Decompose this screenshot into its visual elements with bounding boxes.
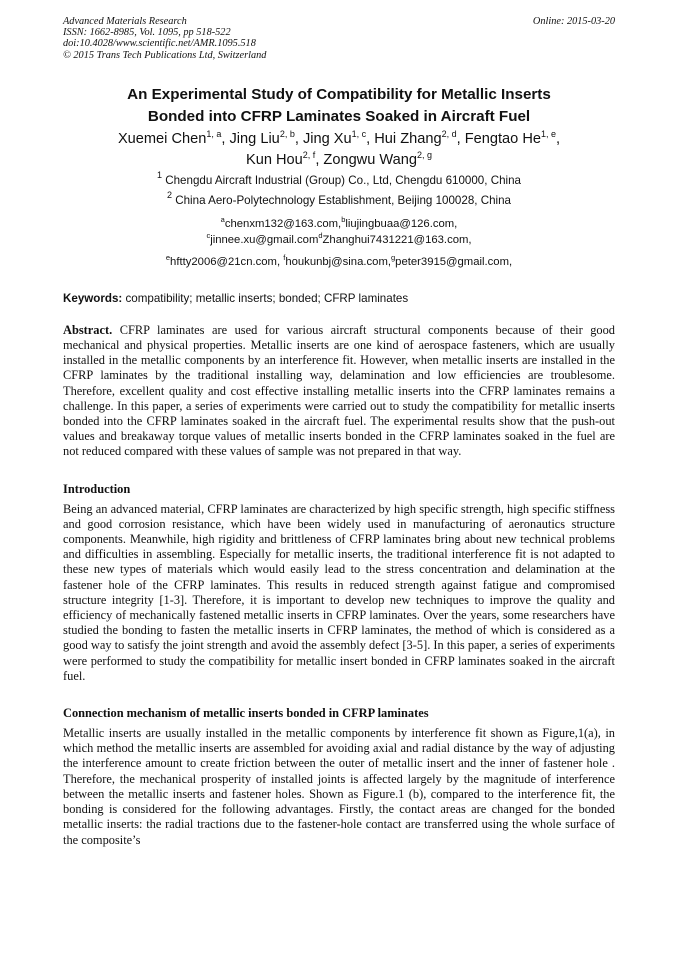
introduction-paragraph: Being an advanced material, CFRP laminates are characterized by high specific strength, high specific stiffness and good corrosion resistance, which have been widely used in manufacturing of aeronautics structure components. Meanwhile, high rigidity and brittleness of CFRP laminates bring about new technical problems and difficulties in assembling. Especially for metallic inserts, the traditional interference fit is not adapted to these new types of materials which would easily lead to the stress concentration and delamination at the fastener hole of the CFRP laminates. This results in reduced strength against fatigue and compromised structure integrity [1-3]. Therefore, it is important to develop new techniques to improve the quality and efficiency of mechanically fastened metallic inserts in CFRP laminates. Over the years, some researchers have studied the bonding to fasten the metallic inserts in CFRP laminates, the method of which is considered as a good way to satisfy the joint strength and avoid the assembly defect [3-5]. In this paper, a series of experiments were performed to study the compatibility for metallic insert bonded in CFRP laminates soaked in the aircraft fuel.: [63, 501, 615, 683]
keywords-line: [63, 292, 615, 305]
email-link[interactable]: peter3915@gmail.com,: [395, 255, 513, 268]
email-link[interactable]: liujingbuaa@126.com,: [345, 217, 458, 230]
author-sup: 2, f: [302, 149, 316, 160]
author-line-2: Kun Hou$^{2, f}$, Zongwu Wang$^{2, g}$: [246, 149, 432, 168]
author-sup: 1, c: [351, 128, 367, 139]
abstract-paragraph: [63, 323, 615, 460]
running-header: [63, 16, 615, 61]
author-name: Hui Zhang: [374, 130, 442, 147]
author-name: Kun Hou: [246, 151, 303, 168]
affiliations: [63, 171, 615, 211]
affiliation-1: $^1$ Chengdu Aircraft Industrial (Group) Co., Ltd, Chengdu 610000, China: [156, 169, 521, 187]
author-sup: 2, d: [441, 128, 457, 139]
author-emails: [63, 216, 615, 270]
connection-heading: Connection mechanism of metallic inserts bonded in CFRP laminates: [63, 706, 429, 721]
title-line-2: Bonded into CFRP Laminates Soaked in Aircraft Fuel: [147, 107, 531, 125]
title-line-1: An Experimental Study of Compatibility for Metallic Inserts: [127, 85, 551, 103]
keywords-text: compatibility; metallic inserts; bonded; CFRP laminates: [122, 291, 409, 305]
abstract-label: Abstract.: [63, 322, 113, 337]
email-link[interactable]: Zhanghui7431221@163.com,: [322, 233, 472, 246]
doi-line: doi:10.4028/www.scientific.net/AMR.1095.518: [63, 38, 256, 50]
author-list: [63, 129, 615, 171]
author-name: Zongwu Wang: [323, 151, 417, 168]
connection-paragraph: Metallic inserts are usually installed in the metallic components by interference fit shown as Figure,1(a), in which method the metallic inserts are assembled for avoiding axial and radial distance by the way of adjusting the interference amount to create friction between the outer of metallic insert and the inner of fastener hole . Therefore, the mechanical prosperity of installed joints is affected largely by the magnitude of interference between the metallic inserts and fastener holes. Shown as Figure.1 (b), compared to the interference fit, the bonding is considered for the following advantages. Firstly, the contact areas are changed for the bonded metallic inserts: the radial tractions due to the fastener-hole contact are transferred using the whole surface of the composite’s: [63, 726, 615, 847]
affiliation-2: $^2$ China Aero-Polytechnology Establishment, Beijing 100028, China: [166, 189, 512, 207]
issn-line: ISSN: 1662-8985, Vol. 1095, pp 518-522: [63, 27, 231, 39]
author-name: Fengtao He: [464, 130, 541, 147]
email-link[interactable]: chenxm132@163.com,: [224, 217, 342, 230]
introduction-heading: Introduction: [63, 481, 131, 496]
email-line-1: $^a$chenxm132@163.com,$^b$liujingbuaa@126.com,: [220, 214, 458, 230]
author-name: Jing Liu: [229, 130, 280, 147]
author-name: Xuemei Chen: [117, 130, 207, 147]
journal-info: [63, 16, 266, 61]
email-link[interactable]: jinnee.xu@gmail.com: [210, 233, 319, 246]
journal-name: Advanced Materials Research: [63, 16, 187, 27]
author-sup: 1, a: [206, 128, 222, 139]
author-line-1: Xuemei Chen$^{1, a}$, Jing Liu$^{2, b}$, Jing Xu$^{1, c}$, Hui Zhang$^{2, d}$, Fengtao He$^{1, e}$,: [117, 128, 561, 147]
email-line-2: $^c$jinnee.xu@gmail.com$^d$Zhanghui7431221@163.com,: [206, 230, 472, 246]
paper-title: [63, 84, 615, 128]
copyright-line: © 2015 Trans Tech Publications Ltd, Switzerland: [63, 49, 267, 61]
abstract-text: CFRP laminates are used for various aircraft structural components because of their good mechanical and physical properties. Metallic inserts are one kind of aerospace fasteners, which are usually installed in the metallic components by an interference fit. However, when metallic inserts are installed in the CFRP laminates by the traditional installing way, delamination and low efficiencies are troublesome. Therefore, excellent quality and cost effective installing metallic inserts into the CFRP laminates remains a challenge. In this paper, a series of experiments were carried out to study the compatibility for metallic inserts bonded into the CFRP laminates soaked in the aircraft fuel. The experimental results show that the push-out values and breakaway torque values of metallic inserts bonded in the CFRP laminates soaked in the fuel are not reduced compared with these values of sample was not prepared in that way.: [63, 322, 615, 459]
author-sup: 2, g: [416, 149, 432, 160]
online-date: Online: 2015-03-20: [532, 16, 615, 27]
author-sup: 2, b: [279, 128, 295, 139]
author-name: Jing Xu: [302, 130, 352, 147]
author-sup: 1, e: [540, 128, 556, 139]
email-line-3: $^e$hftty2006@21cn.com, $^f$houkunbj@sina.com,$^g$peter3915@gmail.com,: [165, 252, 513, 268]
email-link[interactable]: houkunbj@sina.com,: [285, 255, 391, 268]
keywords-label: Keywords:: [63, 291, 123, 305]
email-link[interactable]: hftty2006@21cn.com,: [170, 255, 284, 268]
